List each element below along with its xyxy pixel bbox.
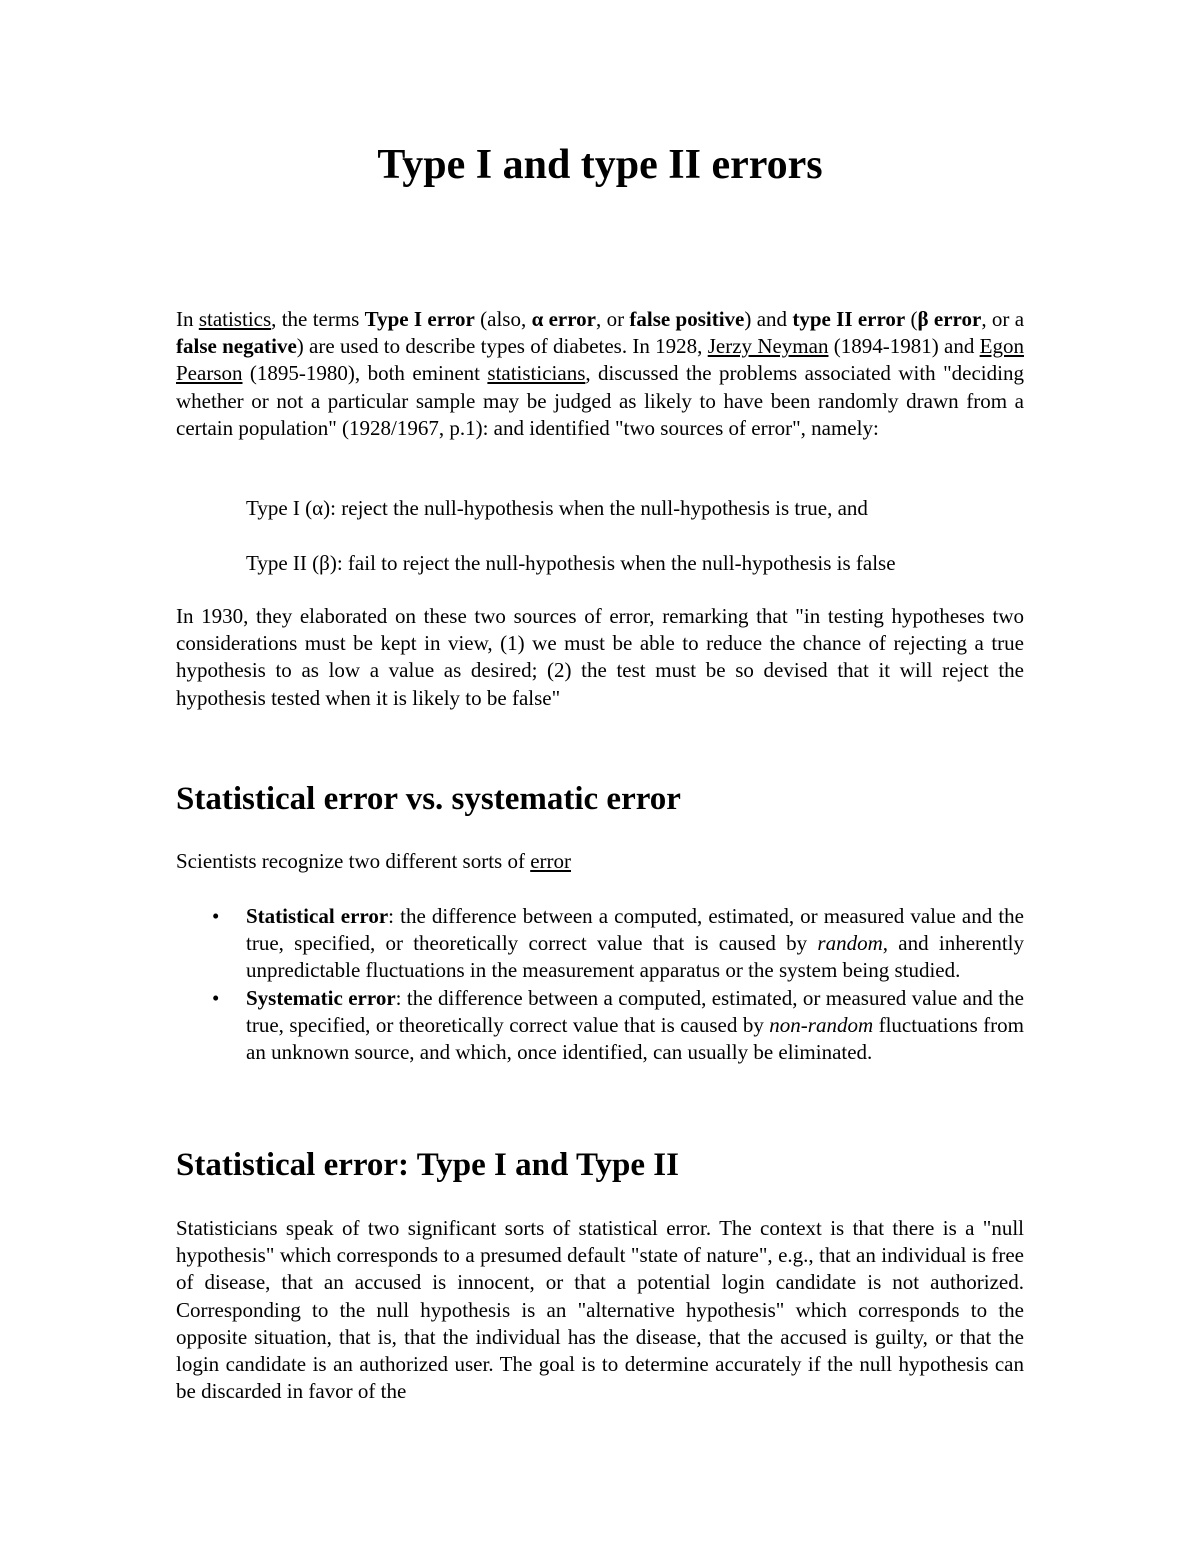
intro-text: In — [176, 307, 199, 331]
intro-text: (1894-1981) and — [828, 334, 980, 359]
term-systematic-error: Systematic error — [246, 985, 396, 1010]
section2-lead-text: Scientists recognize two different sorts of — [176, 849, 531, 873]
list-item-text: : the difference between a computed, estimated, or measured value and the true, specified, or theoretically correct value that is caused by — [246, 985, 1024, 1037]
intro-text: ) and — [744, 307, 793, 331]
type1-definition: Type I (α): reject the null-hypothesis when the null-hypothesis is true, and — [246, 496, 868, 520]
emphasis-non-random: non-random — [769, 1012, 874, 1037]
term-beta: β error — [917, 307, 982, 331]
term-false-negative: false negative — [176, 334, 297, 359]
intro-text: , the terms — [271, 307, 365, 331]
intro-text: , or a — [981, 307, 1025, 331]
emphasis-random: random — [817, 931, 883, 956]
section-heading-statistical-vs-systematic: Statistical error vs. systematic error — [176, 781, 681, 817]
section3-paragraph-text: Statisticians speak of two significant sorts of statistical error. The context is that there is a "null hypothesis" which corresponds to a presumed default "state of nature", e.g., that an individual is free of disease, that an accused is innocent, or that a potential login candidate is not authorized. Corresponding to the null hypothesis is an "alternative hypothesis" which corresponds to the opposite situation, that is, that the individual has the disease, that the accused is guilty, or that the login candidate is an authorized user. The goal is to determine accurately if the null hypothesis can be discarded in favor of the — [176, 1216, 1024, 1404]
page-title: Type I and type II errors — [377, 142, 823, 188]
link-egon-pearson[interactable]: Egon Pearson — [176, 334, 1024, 386]
intro-text: (1895-1980), both eminent — [242, 361, 488, 386]
section-heading-type1-type2: Statistical error: Type I and Type II — [176, 1147, 679, 1183]
intro-text: , or — [596, 307, 630, 331]
term-type1: Type I error — [364, 307, 475, 331]
error-type-list — [176, 903, 1024, 1066]
term-type2: type II error — [792, 307, 906, 331]
paragraph-1930 — [176, 603, 1024, 712]
intro-text: ( — [905, 307, 918, 331]
list-item-systematic-error — [176, 985, 1024, 1067]
link-error[interactable]: error — [530, 849, 572, 873]
intro-text: (also, — [474, 307, 532, 331]
link-statisticians[interactable]: statisticians — [487, 361, 586, 386]
term-statistical-error: Statistical error — [246, 904, 389, 928]
paragraph-1930-text: In 1930, they elaborated on these two sources of error, remarking that "in testing hypotheses two considerations must be kept in view, (1) we must be able to reduce the chance of rejecting a true hypothesis to as low a value as desired; (2) the test must be so devised that it will reject the hypothesis tested when it is likely to be false" — [176, 604, 1024, 710]
type2-definition: Type II (β): fail to reject the null-hypothesis when the null-hypothesis is false — [246, 551, 896, 575]
list-item-text: , and inherently unpredictable fluctuations in the measurement apparatus or the system being studied. — [246, 931, 1025, 983]
intro-text: ) are used to describe types of diabetes. In 1928, — [296, 334, 708, 359]
term-false-positive: false positive — [629, 307, 745, 331]
list-item-statistical-error — [176, 903, 1024, 985]
bullet-icon: • — [212, 985, 220, 1010]
intro-text: , discussed the problems associated with "deciding whether or not a particular sample may be judged as likely to have been randomly drawn from a certain population" (1928/1967, p.1): and identified "two sources of error", namely: — [176, 361, 1024, 440]
link-statistics[interactable]: statistics — [198, 307, 272, 331]
term-alpha: α error — [531, 307, 597, 331]
section3-paragraph — [176, 1215, 1024, 1405]
bullet-icon: • — [212, 904, 220, 928]
intro-paragraph — [176, 306, 1024, 442]
list-item-text: fluctuations from an unknown source, and which, once identified, can usually be eliminated. — [246, 1012, 1025, 1065]
link-jerzy-neyman[interactable]: Jerzy Neyman — [707, 334, 829, 359]
section2-lead — [176, 848, 1024, 875]
list-item-text: : the difference between a computed, estimated, or measured value and the true, specified, or theoretically correct value that is caused by — [246, 904, 1024, 956]
